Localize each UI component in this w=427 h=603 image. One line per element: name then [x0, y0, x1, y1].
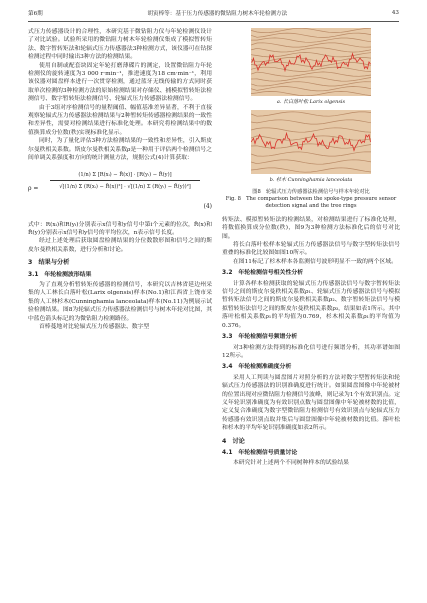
paragraph: 本研究针对上述两个不同树种样本的试验结果: [233, 460, 349, 467]
paragraph: 使用自制或配套块固定年轮打磨薄碟片的测定，设置微钻阻力年轮检测仪的旋转速度为3 000 r·min⁻¹，推进速度为18 cm·min⁻¹，利用该仪器对圆盘样本进行一次贯穿检测，通过蓝牙无线传输的方式同时获取单次检测的3种检测方法的原始检测结果对存储仪、捕模拟暂转矩法检测信号、数字暂转矩法检测信号、轮辐式压力传感器法检测信号。: [28, 62, 212, 103]
larch-disc-image: [251, 28, 371, 96]
issue-label: 第6期: [28, 11, 43, 17]
equation-denominator: √[(1/n) Σ (R(xᵢ) − R̄(x))²] · √[(1/n) Σ (R(yᵢ) − R̄(y))²]: [59, 183, 191, 190]
right-column: [222, 28, 400, 468]
running-title: 胡寅棒等：基于压力传感器的微钻阻力树木年轮检测方法: [147, 11, 288, 17]
figure-caption-en: Fig. 8 The comparison between the spoke-type pressure sensor detection signal and the tree rings: [225, 195, 397, 209]
equation-lhs: ρ =: [28, 184, 39, 192]
section-heading: 3 结果与分析: [28, 259, 70, 267]
figure-8: [222, 28, 400, 210]
paragraph: 在图11标记了杉木样本各监测信号波形明显不一致的两个区域。: [233, 258, 397, 265]
equation-4: [28, 165, 212, 219]
paragraph: 将长白落叶松样本轮辐式压力传感器法信号与数字型转矩法信号重叠的标准化比较图如图10所示。: [222, 242, 400, 257]
equation-numerator: (1/n) Σ [R(xᵢ) − R̄(x)] · [R(yᵢ) − R̄(y)]: [50, 171, 200, 181]
running-header: [28, 6, 399, 20]
paragraph: 由于3组对序检测信号的量程阈值、幅值基准差异显著，不利于直接观察轮辐式压力传感器法检测结果与2种暂转矩传感器检测结果的一致性和差异性，需要对检测结果进行标准化处理。本研究将检测结果中的数值换算成分位数(秩)实现标准化显示。: [28, 104, 212, 136]
paragraph: 式中：R(xᵢ)和R(yᵢ)分别表示x信号和y信号中第i个元素的位次，R̄(x)和R̄(y)分别表示x信号和y信号的平均位次，n表示信号长度。: [28, 221, 212, 236]
subsection-heading: 3.1 年轮检测波形结果: [28, 271, 92, 278]
paragraph: 对3种检测方法得到的标准化信号进行频谱分析，其功率谱如图12所示。: [222, 344, 400, 359]
paragraph: 转矩法、模拟暂转矩法的检测结果，对检测结果进行了标准化处理，将数值换算成分位数(秩)，图9为3种检测方法标准化后的信号对比图。: [222, 216, 400, 240]
subsection-heading: 4.1 年轮检测信号质量讨论: [222, 449, 298, 456]
figure-label-b: b. 杉木 Cunninghamia lanceolata: [269, 177, 353, 184]
paragraph: 经过上述处理后获取圆盘检测结果的分位数散形图和信号之间的斯皮尔曼秩相关系数，进行分析和讨论。: [28, 238, 212, 253]
section-heading: 4 讨论: [222, 437, 245, 445]
left-column: [28, 28, 212, 331]
page-number: 43: [391, 10, 399, 16]
figure-label-a: a. 长白落叶松 Larix olgensis: [276, 99, 346, 105]
subsection-heading: 3.4 年轮检测准确度分析: [222, 364, 292, 371]
paragraph: 式压力传感器设计的合理性，本研究基于微钻阻力仪与年轮检测仪设计了对比试验。试验所采用的微钻阻力树木年轮检测仪集成了模拟暂转矩法、数字暂转矩法和轮辐式压力传感器法3种检测方式，该仪器可在钻探检测过程中同时输出3种方法的检测结果。: [28, 29, 212, 61]
subsection-heading: 3.3 年轮检测信号频谱分析: [222, 334, 298, 341]
equation-fraction: [50, 171, 200, 192]
paragraph: 计算各样本检测获取的轮辐式压力传感器法信号与数字暂转矩法信号之间的斯皮尔曼秩相关系数ρ₁、轮辐式压力传感器法信号与模拟暂转矩法信号之间的斯皮尔曼秩相关系数ρ₂、数字暂转矩法信号与模拟暂转矩法信号之间的斯皮尔曼秩相关系数ρ₃，结果如表1所示。其中落叶松相关系数ρ₁的平均值为0.769，杉木相关系数ρ₁的平均值为0.376。: [222, 280, 400, 329]
paragraph: 同时，为了量化评估3种方法检测结果的一致性和差异性，引入斯皮尔曼秩相关系数。斯皮尔曼秩相关系数ρ是一种用于评估两个检测信号之间单调关系强度和方向的统计测量方法，规据公式(4)计算获取：: [28, 138, 212, 162]
paragraph: 为了直观分析暂转矩传感器的检测信号，本研究以吉林省延边州采集的人工林长白落叶松(Larix olgensis)样本(No.1)和江西省上饶市采集的人工林杉木(Cunninghamia lanceolata)样本(No.11)为例展示试验检测结果。图8为轮辐式压力传感器法检测信号与树木年轮对比图，其中蓝色箭头标记的为微钻阻力检测路径。: [28, 281, 212, 322]
paragraph: 首棒蔓地对比轮辐式压力传感器法、数字型: [39, 323, 150, 330]
equation-number: (4): [203, 202, 212, 210]
subsection-heading: 3.2 年轮检测信号相关性分析: [222, 270, 304, 277]
figure-caption-cn: 图8 轮辐式压力传感器法检测信号与样本年轮对比: [252, 188, 370, 195]
fir-disc-image: [251, 110, 371, 174]
figure-caption: [222, 189, 400, 210]
paragraph: 采用人工判读与圆盘图片对照分析的方法对数字型暂转矩法和轮辐式压力传感器法的识别准确度进行统计。如果圆盘图像中年轮被材的位置出现对应微钻阻力检测信号波峰，则记录为1个有效识别点。定义年轮识别准确度为有效识别点数与圆盘图像中年轮被材数的比值，定义复合准确度为数字型微钻阻力检测信号有效识别点与轮辐式压力传感器有效识别点取并集后与圆盘图像中年轮被材数的比值。落叶松和杉木的平均年轮识别准确度如表2所示。: [222, 374, 400, 432]
header-rule: [28, 21, 399, 22]
